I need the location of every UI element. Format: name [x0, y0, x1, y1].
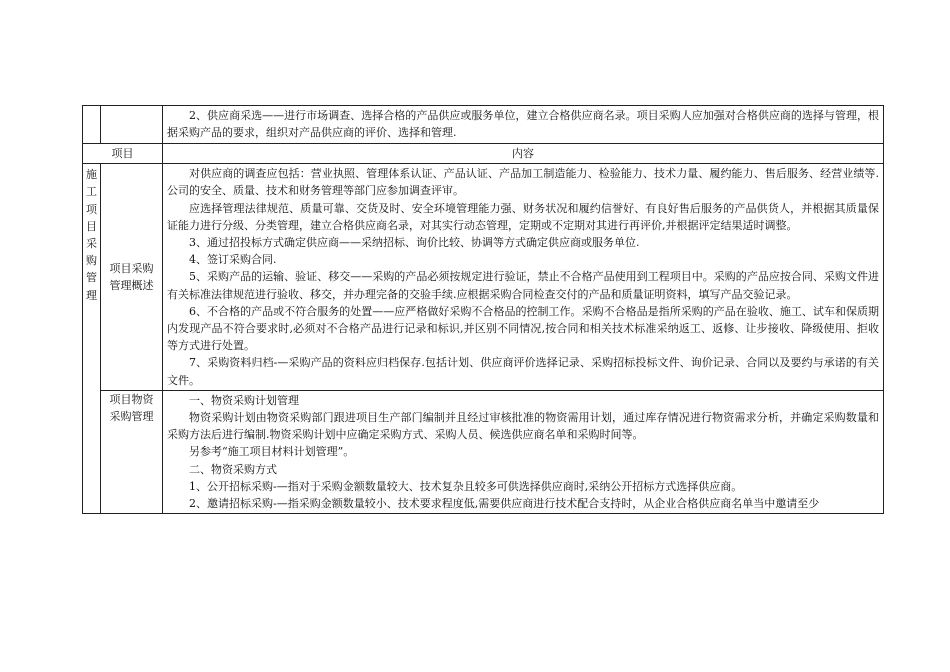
content-cell	[163, 390, 884, 513]
paragraph: 3、通过招投标方式确定供应商——采纳招标、询价比较、协调等方式确定供应商或服务单位.	[189, 236, 640, 250]
side-char: 购	[86, 254, 97, 268]
side-category-label	[83, 164, 101, 514]
paragraph: 1、公开招标采购-—指对于采购金额数量较大、技术复杂且较多可供选择供应商时,采纳公开招标方式选择供应商。	[189, 479, 743, 493]
paragraph: 应选择管理法律规范、质量可靠、交货及时、安全环境管理能力强、财务状况和履约信誉好、有良好售后服务的产品供货人，并根据其质量保证能力进行分级、分类管理，建立合格供应商名录，对其实行动态管理，定期或不定期对其进行再评价,并根据评定结果适时调整。	[167, 201, 879, 232]
table-row	[83, 164, 884, 391]
side-char: 管	[86, 271, 97, 285]
paragraph: 二、物资采购方式	[189, 462, 277, 476]
side-char: 采	[86, 237, 97, 251]
side-char: 工	[86, 185, 97, 199]
content-cell	[163, 106, 884, 144]
procurement-table	[82, 105, 884, 514]
category-label: 管理概述	[109, 279, 154, 293]
category-label: 采购管理	[109, 410, 154, 424]
table-row	[83, 390, 884, 513]
paragraph: 一、物资采购计划管理	[189, 393, 299, 407]
category-material	[101, 390, 163, 513]
side-char: 施	[86, 168, 97, 182]
paragraph: 4、签订采购合同.	[189, 253, 277, 267]
empty-cell	[83, 106, 101, 144]
header-project: 项目	[83, 144, 163, 164]
category-label: 项目物资	[109, 392, 154, 406]
paragraph: 2、邀请招标采购-—指采购金额数量较小、技术要求程度低,需要供应商进行技术配合支持时，从企业合格供应商名单当中邀请至少	[189, 497, 820, 511]
paragraph: 对供应商的调查应包括：营业执照、管理体系认证、产品认证、产品加工制造能力、检验能力、技术力量、履约能力、售后服务、经营业绩等.公司的安全、质量、技术和财务管理等部门应参加调查评审。	[167, 167, 879, 198]
category-label: 项目采购	[109, 261, 154, 275]
paragraph: 另参考“施工项目材料计划管理”。	[189, 445, 355, 459]
empty-cell	[101, 106, 163, 144]
content-cell	[163, 164, 884, 391]
side-char: 理	[86, 288, 97, 302]
side-char: 项	[86, 202, 97, 216]
paragraph: 物资采购计划由物资采购部门跟进项目生产部门编制并且经过审核批准的物资需用计划，通过库存情况进行物资需求分析，并确定采购数量和采购方法后进行编制.物资采购计划中应确定采购方式、采购人员、候选供应商名单和采购时间等。	[167, 411, 879, 442]
header-content: 内容	[163, 144, 884, 164]
paragraph: 7、采购资料归档-—采购产品的资料应归档保存.包括计划、供应商评价选择记录、采购招标投标文件、询价记录、合同以及要约与承诺的有关文件。	[167, 356, 879, 387]
side-char: 目	[86, 219, 97, 233]
table-row	[83, 106, 884, 144]
table-header-row	[83, 144, 884, 164]
paragraph: 2、供应商采选——进行市场调查、选择合格的产品供应或服务单位，建立合格供应商名录。项目采购人应加强对合格供应商的选择与管理，根据采购产品的要求，组织对产品供应商的评价、选择和管理.	[167, 109, 879, 140]
category-overview	[101, 164, 163, 391]
paragraph: 6、不合格的产品或不符合服务的处置——应严格做好采购不合格品的控制工作。采购不合格品是指所采购的产品在验收、施工、试车和保质期内发现产品不符合要求时,必须对不合格产品进行记录和标识,并区别不同情况,按合同和相关技术标准采纳返工、返修、让步接收、降级使用、拒收等方式进行处置。	[167, 304, 879, 353]
paragraph: 5、采购产品的运输、验证、移交——采购的产品必须按规定进行验证，禁止不合格产品使用到工程项目中。采购的产品应按合同、采购文件进有关标准法律规范进行验收、移交，并办理完备的交验手续.应根据采购合同检查交付的产品和质量证明资料，填写产品交验记录。	[167, 270, 879, 301]
